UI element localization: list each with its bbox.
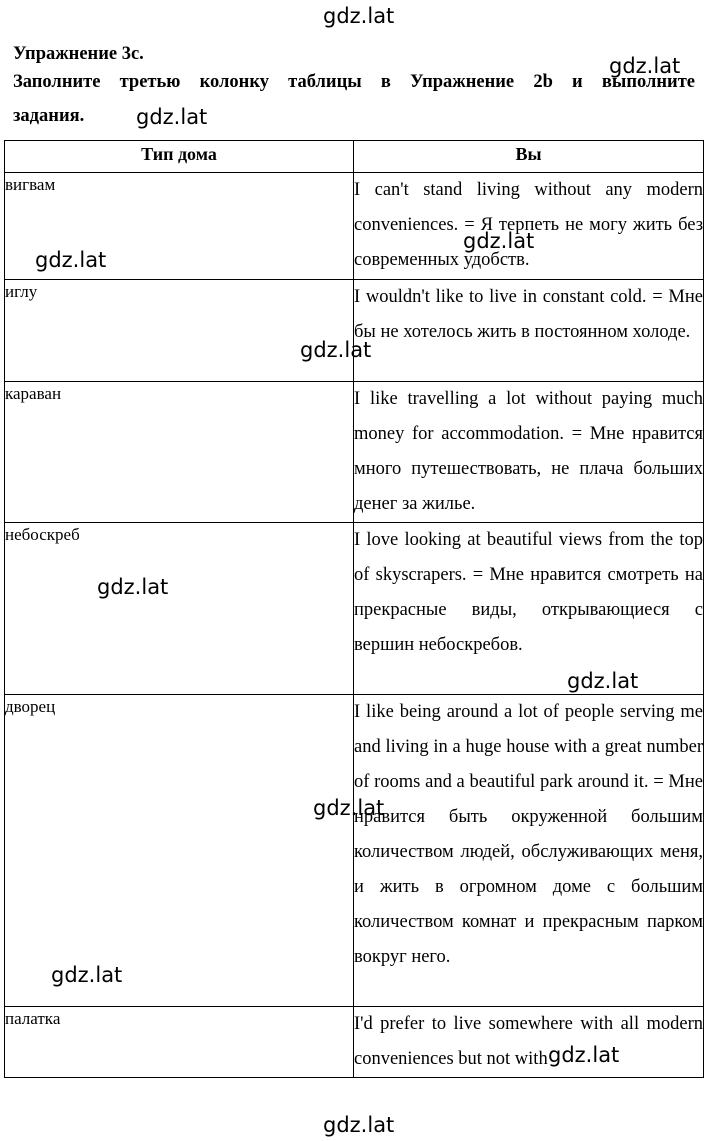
watermark-text: gdz.lat [323, 1113, 395, 1137]
house-types-table [4, 140, 704, 1078]
you-cell: I can't stand living without any modern conveniences. = Я терпеть не могу жить без современных удобств. [354, 173, 704, 280]
column-header-house-type: Тип дома [5, 141, 354, 173]
exercise-title: Упражнение 3с. [13, 44, 144, 64]
exercise-instruction: Заполните третью колонку таблицы в Упражнение 2b и выполните [13, 72, 695, 92]
house-type-cell: иглу [5, 280, 354, 382]
house-type-cell: палатка [5, 1007, 354, 1078]
watermark-text: gdz.lat [463, 229, 535, 253]
you-cell: I'd prefer to live somewhere with all modern conveniences but not with [354, 1007, 704, 1078]
watermark-text: gdz.lat [300, 338, 372, 362]
exercise-instruction-continued: задания. [13, 106, 85, 126]
house-type-cell: дворец [5, 695, 354, 1007]
house-type-cell: караван [5, 382, 354, 523]
table-row [5, 695, 704, 1007]
you-cell: I love looking at beautiful views from the top of skyscrapers. = Мне нравится смотреть на прекрасные виды, открывающиеся с вершин небоскребов. [354, 523, 704, 695]
table-header-row [5, 141, 704, 173]
column-header-you: Вы [354, 141, 704, 173]
house-type-cell: вигвам [5, 173, 354, 280]
you-cell: I wouldn't like to live in constant cold. = Мне бы не хотелось жить в постоянном холоде. [354, 280, 704, 382]
watermark-text: gdz.lat [567, 669, 639, 693]
watermark-text: gdz.lat [51, 963, 123, 987]
watermark-text: gdz.lat [97, 575, 169, 599]
you-cell: I like being around a lot of people serving me and living in a huge house with a great number of rooms and a beautiful park around it. = Мне нравится быть окруженной большим количеством людей, обслуживающих меня, и жить в огромном доме с большим количеством комнат и прекрасным парком вокруг него. [354, 695, 704, 1007]
house-type-cell: небоскреб [5, 523, 354, 695]
watermark-text: gdz.lat [35, 248, 107, 272]
you-cell: I like travelling a lot without paying much money for accommodation. = Мне нравится много путешествовать, не плача больших денег за жилье. [354, 382, 704, 523]
watermark-text: gdz.lat [609, 54, 681, 78]
table-row [5, 382, 704, 523]
watermark-text: gdz.lat [136, 105, 208, 129]
watermark-text: gdz.lat [548, 1043, 620, 1067]
watermark-text: gdz.lat [323, 4, 395, 28]
table-row [5, 173, 704, 280]
table-row [5, 280, 704, 382]
watermark-text: gdz.lat [313, 796, 385, 820]
